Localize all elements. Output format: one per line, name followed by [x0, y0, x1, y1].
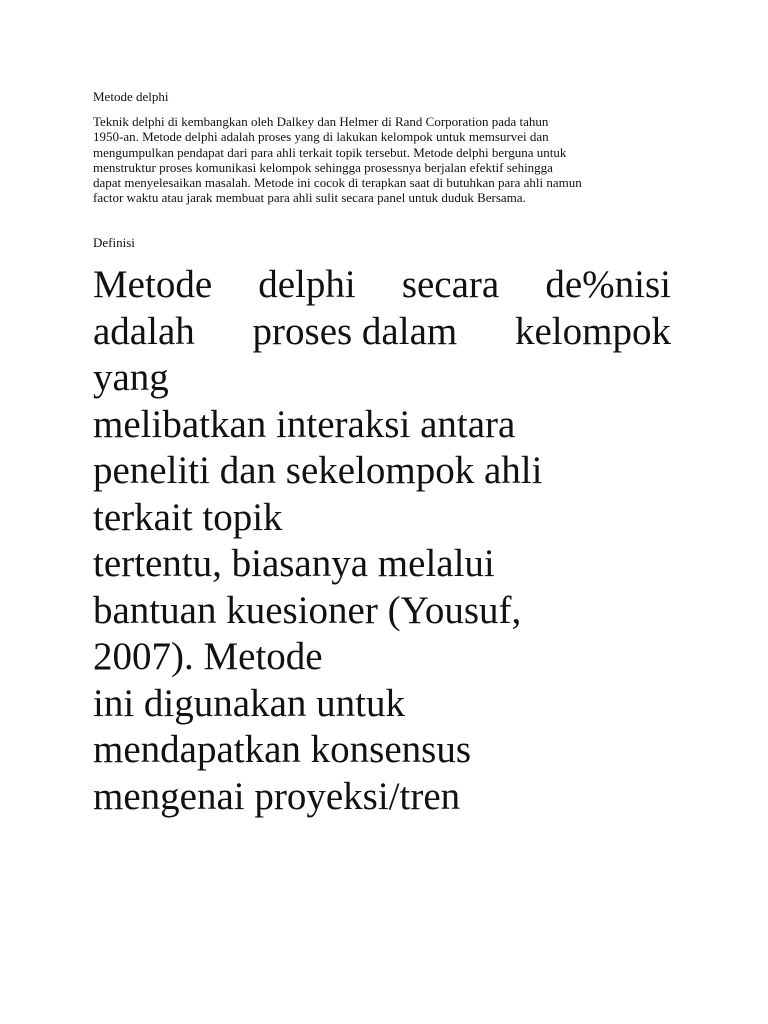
definition-line: melibatkan interaksi antara [93, 402, 516, 446]
intro-line: Teknik delphi di kembangkan oleh Dalkey dan Helmer di Rand Corporation pada tahun [93, 114, 549, 129]
intro-line: 1950-an. Metode delphi adalah proses yang di lakukan kelompok untuk memsurvei dan [93, 129, 549, 145]
intro-line: mengumpulkan pendapat dari para ahli terkait topik tersebut. Metode delphi berguna untuk [93, 144, 567, 160]
definition-line: terkait topik [93, 495, 283, 539]
definition-line: yang [93, 356, 169, 399]
definition-word: proses dalam [252, 309, 458, 353]
definition-line [93, 309, 671, 356]
definition-word: secara [401, 263, 500, 306]
definition-word: adalah [93, 309, 195, 353]
definition-word: kelompok [515, 309, 671, 353]
definition-line: tertentu, biasanya melalui [93, 542, 495, 585]
definition-line: peneliti dan sekelompok ahli [93, 449, 543, 492]
definition-word: Metode [93, 263, 213, 306]
definition-heading: Definisi [93, 235, 135, 250]
definition-paragraph [93, 262, 673, 820]
intro-line: menstruktur proses komunikasi kelompok sehingga prosessnya berjalan efektif sehingga [93, 159, 553, 175]
definition-line: 2007). Metode [93, 635, 323, 678]
definition-line: bantuan kuesioner (Yousuf, [93, 588, 522, 632]
definition-word: de%nisi [545, 263, 671, 306]
definition-line: ini digunakan untuk [93, 681, 405, 725]
definition-word: delphi [258, 263, 356, 306]
intro-paragraph [93, 114, 693, 206]
document-title: Metode delphi [93, 89, 169, 104]
definition-line: mengenai proyeksi/tren [93, 774, 461, 818]
intro-line: dapat menyelesaikan masalah. Metode ini cocok di terapkan saat di butuhkan para ahli namun [93, 175, 582, 191]
intro-line: factor waktu atau jarak membuat para ahli sulit secara panel untuk duduk Bersama. [93, 190, 526, 206]
definition-line [93, 262, 671, 309]
definition-line: mendapatkan konsensus [93, 728, 472, 771]
